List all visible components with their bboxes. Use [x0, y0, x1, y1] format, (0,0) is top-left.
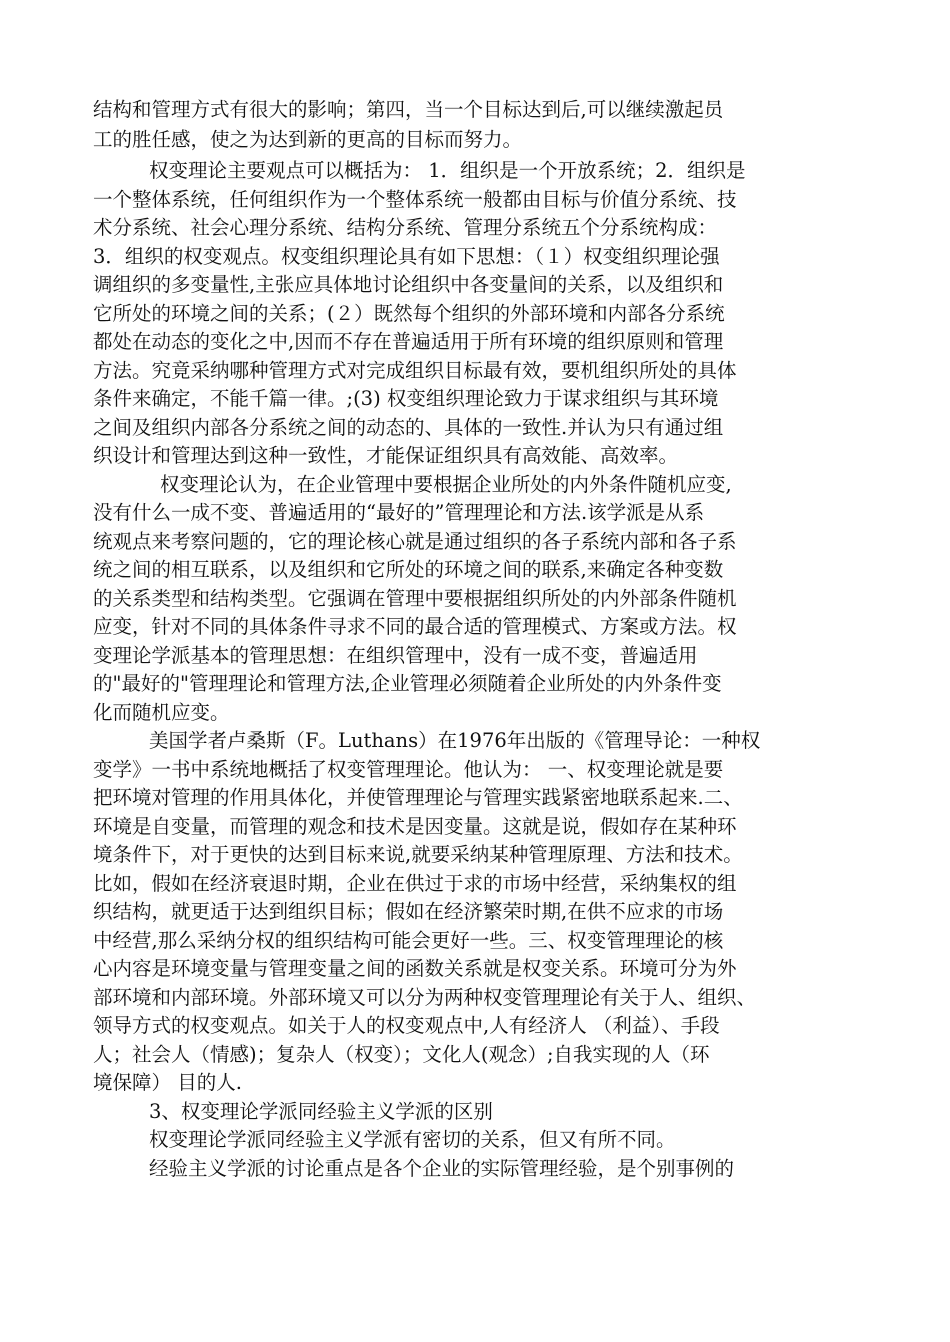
text-line: 美国学者卢桑斯（F。Luthans）在1976年出版的《管理导论：一种权	[149, 729, 761, 752]
text-line: 经验主义学派的讨论重点是各个企业的实际管理经验，是个别事例的	[149, 1157, 735, 1180]
text-line: 部环境和内部环境。外部环境又可以分为两种权变管理理论有关于人、组织、	[93, 986, 757, 1009]
text-line: 心内容是环境变量与管理变量之间的函数关系就是权变关系。环境可分为外	[93, 957, 737, 980]
text-line: 结构和管理方式有很大的影响；第四，当一个目标达到后,可以继续激起员	[93, 98, 724, 121]
text-line: 之间及组织内部各分系统之间的动态的、具体的一致性.并认为只有通过组	[93, 416, 724, 439]
text-line: 它所处的环境之间的关系；(２）既然每个组织的外部环境和内部各分系统	[93, 302, 725, 325]
text-line: 权变理论认为，在企业管理中要根据企业所处的内外条件随机应变,	[160, 473, 732, 496]
text-line: 统观点来考察问题的，它的理论核心就是通过组织的各子系统内部和各子系	[93, 530, 737, 553]
section-heading: 3、权变理论学派同经验主义学派的区别	[149, 1100, 493, 1123]
text-line: 织结构，就更适于达到组织目标；假如在经济繁荣时期,在供不应求的市场	[93, 900, 724, 923]
text-line: 化而随机应变。	[93, 701, 230, 724]
text-line: 术分系统、社会心理分系统、结构分系统、管理分系统五个分系统构成：	[93, 216, 718, 239]
text-line: 织设计和管理达到这种一致性，才能保证组织具有高效能、高效率。	[93, 444, 679, 467]
text-line: 条件来确定，不能千篇一律。;(3) 权变组织理论致力于谋求组织与其环境	[93, 387, 719, 410]
text-line: 权变理论主要观点可以概括为： 1．组织是一个开放系统；2．组织是	[149, 159, 746, 182]
text-line: 把环境对管理的作用具体化，并使管理理论与管理实践紧密地联系起来.二、	[93, 786, 743, 809]
text-line: 境保障） 目的人.	[93, 1071, 242, 1094]
text-line: 工的胜任感，使之为达到新的更高的目标而努力。	[93, 128, 523, 151]
text-line: 人；社会人（情感)；复杂人（权变）；文化人(观念）;自我实现的人（环	[93, 1043, 710, 1066]
text-line: 比如，假如在经济衰退时期，企业在供过于求的市场中经营，采纳集权的组	[93, 872, 737, 895]
text-line: 的"最好的"管理理论和管理方法,企业管理必须随着企业所处的内外条件变	[93, 672, 722, 695]
text-line: 没有什么一成不变、普遍适用的“最好的”管理理论和方法.该学派是从系	[93, 501, 705, 524]
text-line: 变学》一书中系统地概括了权变管理理论。他认为： 一、权变理论就是要	[93, 758, 724, 781]
text-line: 3．组织的权变观点。权变组织理论具有如下思想：（１）权变组织理论强	[93, 245, 720, 268]
text-line: 领导方式的权变观点。如关于人的权变观点中,人有经济人 （利益）、手段	[93, 1014, 720, 1037]
text-line: 环境是自变量，而管理的观念和技术是因变量。这就是说，假如存在某种环	[93, 815, 737, 838]
text-line: 都处在动态的变化之中,因而不存在普遍适用于所有环境的组织原则和管理	[93, 330, 724, 353]
text-line: 统之间的相互联系，以及组织和它所处的环境之间的联系,来确定各种变数	[93, 558, 724, 581]
text-line: 方法。究竟采纳哪种管理方式对完成组织目标最有效，要机组织所处的具体	[93, 359, 737, 382]
text-line: 变理论学派基本的管理思想：在组织管理中，没有一成不变，普遍适用	[93, 644, 698, 667]
text-line: 的关系类型和结构类型。它强调在管理中要根据组织所处的内外部条件随机	[93, 587, 737, 610]
text-line: 中经营,那么采纳分权的组织结构可能会更好一些。三、权变管理理论的核	[93, 929, 724, 952]
text-line: 一个整体系统，任何组织作为一个整体系统一般都由目标与价值分系统、技	[93, 188, 737, 211]
text-line: 权变理论学派同经验主义学派有密切的关系，但又有所不同。	[149, 1128, 676, 1151]
text-line: 调组织的多变量性,主张应具体地讨论组织中各变量间的关系，以及组织和	[93, 273, 724, 296]
text-line: 应变，针对不同的具体条件寻求不同的最合适的管理模式、方案或方法。权	[93, 615, 737, 638]
text-line: 境条件下，对于更快的达到目标来说,就要采纳某种管理原理、方法和技术。	[93, 843, 743, 866]
